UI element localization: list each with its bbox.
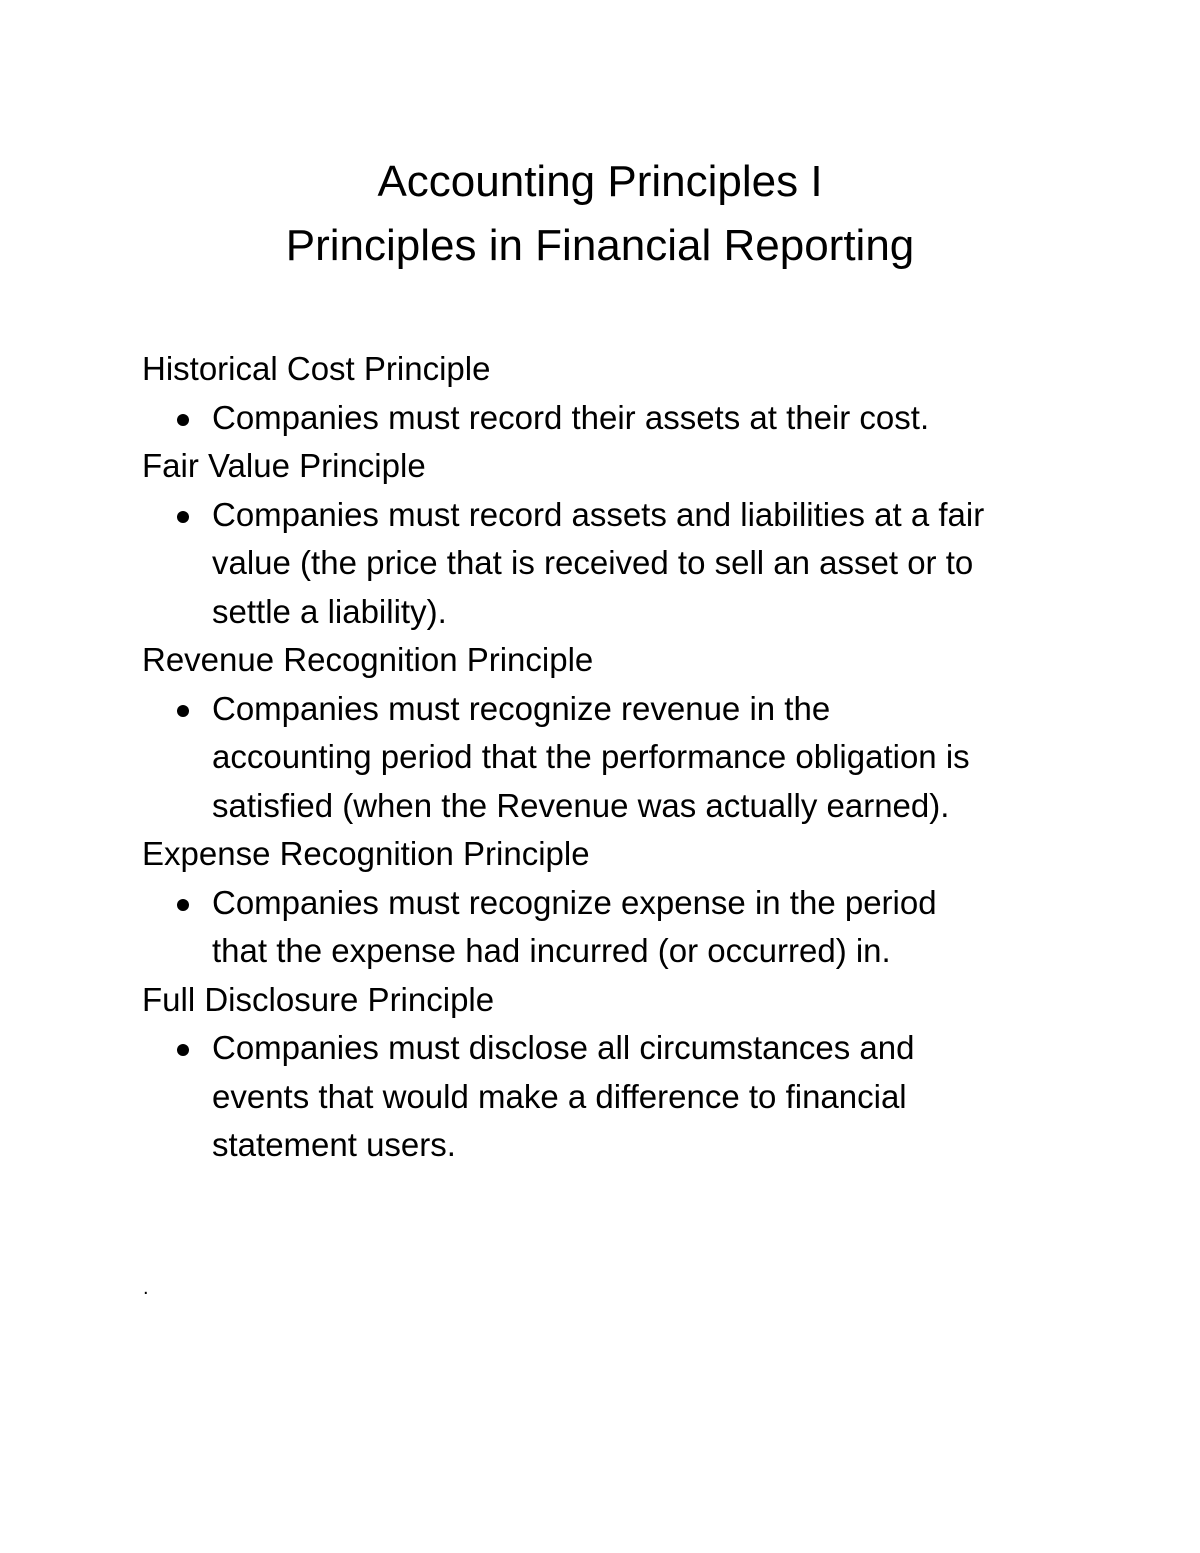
section-expense-recognition — [142, 830, 1102, 976]
bullet-icon — [177, 705, 189, 717]
section-heading: Full Disclosure Principle — [142, 980, 495, 1018]
section-historical-cost — [142, 345, 1102, 442]
bullet-text-line: statement users. — [212, 1126, 456, 1163]
bullet-item — [142, 879, 1102, 976]
bullet-text-line: Companies must recognize expense in the period — [212, 883, 937, 921]
bullet-text-line: events that would make a difference to financial — [212, 1077, 907, 1115]
bullet-item — [142, 394, 1102, 443]
section-heading: Revenue Recognition Principle — [142, 641, 594, 678]
bullet-text-line: Companies must record assets and liabilities at a fair — [212, 495, 985, 533]
bullet-icon — [177, 511, 189, 523]
section-heading: Fair Value Principle — [142, 447, 426, 484]
bullet-text-line: Companies must recognize revenue in the — [212, 689, 831, 727]
bullet-text-line: value (the price that is received to sell an asset or to — [212, 544, 974, 581]
bullet-text-line: accounting period that the performance obligation is — [212, 738, 970, 775]
bullet-text-line: satisfied (when the Revenue was actually earned). — [212, 786, 950, 824]
bullet-text-line: settle a liability). — [212, 592, 447, 630]
bullet-icon — [177, 899, 189, 911]
bullet-icon — [177, 414, 189, 426]
bullet-text-line: Companies must record their assets at their cost. — [212, 398, 930, 436]
bullet-icon — [177, 1044, 189, 1056]
bullet-text-line: that the expense had incurred (or occurred) in. — [212, 932, 891, 969]
section-full-disclosure — [142, 976, 1102, 1170]
title-line-1: Accounting Principles I — [377, 157, 823, 206]
document-title — [0, 150, 1200, 278]
section-fair-value — [142, 442, 1102, 636]
bullet-item — [142, 1024, 1102, 1170]
bullet-item — [142, 491, 1102, 637]
section-heading: Historical Cost Principle — [142, 350, 491, 387]
section-revenue-recognition — [142, 636, 1102, 830]
principles-list — [142, 345, 1102, 1170]
footer-period-mark: . — [143, 1277, 149, 1299]
bullet-text-line: Companies must disclose all circumstances and — [212, 1029, 915, 1066]
section-heading: Expense Recognition Principle — [142, 835, 590, 872]
title-line-2: Principles in Financial Reporting — [285, 221, 915, 270]
bullet-item — [142, 685, 1102, 831]
